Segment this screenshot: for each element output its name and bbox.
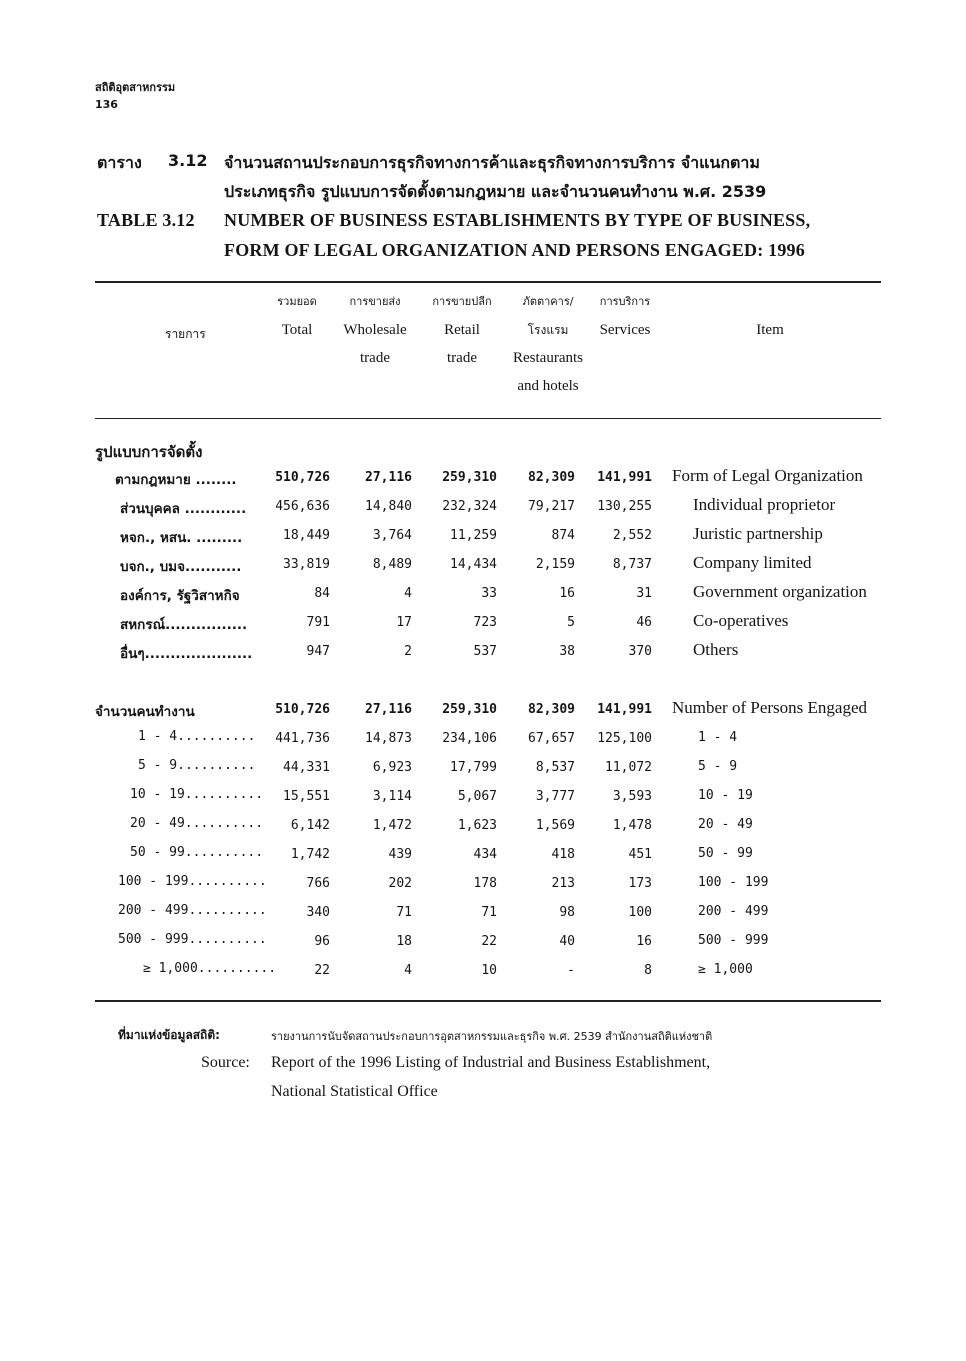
cell-total: 1,742 — [290, 847, 330, 862]
table-row — [0, 613, 966, 642]
cell-total: 510,726 — [275, 470, 330, 485]
cell-services: 100 — [628, 905, 652, 920]
cell-rest: 3,777 — [535, 789, 575, 804]
cell-rest: 1,569 — [535, 818, 575, 833]
title-en-line1: NUMBER OF BUSINESS ESTABLISHMENTS BY TYPE OF BUSINESS, — [224, 210, 811, 230]
cell-services: 3,593 — [612, 789, 652, 804]
cell-wholesale: 2 — [404, 644, 412, 659]
col-retail-th: การขายปลีก — [432, 295, 492, 308]
cell-services: 173 — [628, 876, 652, 891]
row-item-en: Others — [693, 640, 739, 659]
table-row — [0, 729, 966, 758]
row-label-th: 50 - 99.......... — [130, 845, 264, 860]
cell-rest: 2,159 — [535, 557, 575, 572]
row-label-th: ≥ 1,000.......... — [143, 961, 277, 976]
cell-services: 1,478 — [612, 818, 652, 833]
row-item-en: 50 - 99 — [698, 846, 753, 861]
cell-services: 8,737 — [612, 557, 652, 572]
cell-wholesale: 14,840 — [365, 499, 412, 514]
row-item-en: Company limited — [693, 553, 812, 572]
col-header-total — [262, 288, 332, 344]
cell-wholesale: 27,116 — [365, 702, 412, 717]
col-retail-en1: Retail — [444, 322, 480, 338]
cell-services: 141,991 — [597, 702, 652, 717]
cell-rest: 418 — [551, 847, 575, 862]
cell-retail: 234,106 — [442, 731, 497, 746]
cell-wholesale: 8,489 — [372, 557, 412, 572]
cell-rest: 40 — [559, 934, 575, 949]
table-row — [0, 845, 966, 874]
table-row — [0, 642, 966, 671]
col-header-restaurants — [506, 288, 590, 400]
col-header-wholesale — [335, 288, 415, 372]
row-label-th: 500 - 999.......... — [118, 932, 267, 947]
cell-retail: 434 — [473, 847, 497, 862]
cell-wholesale: 1,472 — [372, 818, 412, 833]
cell-rest: 874 — [551, 528, 575, 543]
cell-retail: 11,259 — [450, 528, 497, 543]
col-restaurants-th2: โรงแรม — [527, 323, 569, 337]
cell-services: 31 — [636, 586, 652, 601]
row-label-th: บจก., บมจ........... — [120, 559, 242, 575]
table-row — [0, 497, 966, 526]
cell-total: 84 — [314, 586, 330, 601]
cell-rest: 67,657 — [528, 731, 575, 746]
row-label-th: 100 - 199.......... — [118, 874, 267, 889]
cell-wholesale: 202 — [388, 876, 412, 891]
col-restaurants-en2: Restaurants — [513, 350, 583, 366]
cell-services: 451 — [628, 847, 652, 862]
col-wholesale-en2: trade — [360, 350, 390, 366]
table-row — [0, 468, 966, 497]
cell-total: 96 — [314, 934, 330, 949]
title-th-prefix: ตาราง — [97, 153, 142, 172]
cell-total: 6,142 — [290, 818, 330, 833]
header-bottom-rule — [95, 418, 881, 419]
col-header-label-th: รายการ — [165, 327, 206, 341]
title-en-line2: FORM OF LEGAL ORGANIZATION AND PERSONS ENGAGED: 1996 — [224, 240, 805, 260]
cell-wholesale: 27,116 — [365, 470, 412, 485]
row-item-en: 100 - 199 — [698, 875, 769, 890]
row-item-en: Form of Legal Organization — [672, 466, 863, 485]
cell-total: 44,331 — [283, 760, 330, 775]
cell-retail: 259,310 — [442, 470, 497, 485]
cell-services: 16 — [636, 934, 652, 949]
table-row — [0, 700, 966, 729]
source-th-label: ที่มาแห่งข้อมูลสถิติ: — [118, 1028, 220, 1042]
cell-wholesale: 4 — [404, 963, 412, 978]
table-row — [0, 758, 966, 787]
cell-total: 791 — [306, 615, 330, 630]
cell-total: 340 — [306, 905, 330, 920]
cell-total: 947 — [306, 644, 330, 659]
cell-retail: 259,310 — [442, 702, 497, 717]
cell-retail: 17,799 — [450, 760, 497, 775]
cell-total: 18,449 — [283, 528, 330, 543]
cell-rest: 38 — [559, 644, 575, 659]
table-row — [0, 584, 966, 613]
row-label-th: 20 - 49.......... — [130, 816, 264, 831]
cell-retail: 71 — [481, 905, 497, 920]
cell-retail: 723 — [473, 615, 497, 630]
cell-services: 11,072 — [605, 760, 652, 775]
row-item-en: 20 - 49 — [698, 817, 753, 832]
cell-rest: 16 — [559, 586, 575, 601]
cell-wholesale: 4 — [404, 586, 412, 601]
cell-retail: 10 — [481, 963, 497, 978]
cell-retail: 22 — [481, 934, 497, 949]
cell-services: 130,255 — [597, 499, 652, 514]
table-row — [0, 555, 966, 584]
source-en-line1: Report of the 1996 Listing of Industrial and Business Establishment, — [271, 1054, 711, 1071]
cell-total: 456,636 — [275, 499, 330, 514]
cell-total: 766 — [306, 876, 330, 891]
cell-services: 46 — [636, 615, 652, 630]
row-label-th: อื่นๆ..................... — [120, 646, 253, 662]
cell-wholesale: 3,764 — [372, 528, 412, 543]
table-bottom-rule — [95, 1000, 881, 1002]
row-label-th: ตามกฎหมาย ........ — [115, 472, 237, 488]
row-item-en: 10 - 19 — [698, 788, 753, 803]
cell-wholesale: 17 — [396, 615, 412, 630]
col-header-item-en: Item — [756, 322, 784, 338]
row-item-en: Individual proprietor — [693, 495, 836, 514]
row-label-th: องค์การ, รัฐวิสาหกิจ — [120, 588, 240, 604]
col-services-th: การบริการ — [599, 295, 651, 308]
source-th-text: รายงานการนับจัดสถานประกอบการอุตสาหกรรมและธุรกิจ พ.ศ. 2539 สำนักงานสถิติแห่งชาติ — [271, 1030, 713, 1043]
cell-rest: 8,537 — [535, 760, 575, 775]
cell-rest: 82,309 — [528, 702, 575, 717]
cell-wholesale: 71 — [396, 905, 412, 920]
title-th-line1: จำนวนสถานประกอบการธุรกิจทางการค้าและธุรกิจทางการบริการ จำแนกตาม — [224, 153, 760, 172]
table-row — [0, 787, 966, 816]
title-th-line2: ประเภทธุรกิจ รูปแบบการจัดตั้งตามกฎหมาย และจำนวนคนทำงาน พ.ศ. 2539 — [224, 182, 767, 201]
row-item-en: 1 - 4 — [698, 730, 738, 745]
row-item-en: 5 - 9 — [698, 759, 738, 774]
cell-services: 141,991 — [597, 470, 652, 485]
col-restaurants-en3: and hotels — [517, 378, 579, 394]
cell-retail: 178 — [473, 876, 497, 891]
cell-wholesale: 14,873 — [365, 731, 412, 746]
source-en-label: Source: — [201, 1054, 250, 1071]
cell-rest: 213 — [551, 876, 575, 891]
cell-total: 441,736 — [275, 731, 330, 746]
cell-services: 125,100 — [597, 731, 652, 746]
row-label-th: จำนวนคนทำงาน — [95, 704, 195, 720]
cell-services: 8 — [644, 963, 652, 978]
row-label-th: ส่วนบุคคล ............ — [120, 501, 247, 517]
title-en-prefix: TABLE 3.12 — [97, 210, 195, 230]
cell-total: 510,726 — [275, 702, 330, 717]
cell-services: 2,552 — [612, 528, 652, 543]
col-restaurants-th: ภัตตาคาร/ — [522, 295, 574, 308]
row-item-en: ≥ 1,000 — [698, 962, 753, 977]
col-header-retail — [420, 288, 504, 372]
section-heading-legal-form: รูปแบบการจัดตั้ง — [95, 443, 203, 461]
cell-retail: 14,434 — [450, 557, 497, 572]
col-retail-en2: trade — [447, 350, 477, 366]
col-total-en: Total — [281, 322, 313, 338]
row-label-th: 200 - 499.......... — [118, 903, 267, 918]
cell-rest: 98 — [559, 905, 575, 920]
table-row — [0, 874, 966, 903]
row-label-th: สหกรณ์................ — [120, 617, 248, 633]
row-item-en: Co-operatives — [693, 611, 789, 630]
title-th-number: 3.12 — [168, 151, 208, 170]
cell-retail: 33 — [481, 586, 497, 601]
row-label-th: 5 - 9.......... — [138, 758, 256, 773]
cell-total: 33,819 — [283, 557, 330, 572]
col-header-services — [590, 288, 660, 344]
running-header-title: สถิติอุตสาหกรรม — [95, 81, 176, 94]
row-item-en: Government organization — [693, 582, 867, 601]
cell-rest: 79,217 — [528, 499, 575, 514]
table-row — [0, 903, 966, 932]
source-en-line2: National Statistical Office — [271, 1083, 438, 1100]
row-item-en: Number of Persons Engaged — [672, 698, 867, 717]
cell-total: 15,551 — [283, 789, 330, 804]
cell-rest: 82,309 — [528, 470, 575, 485]
table-top-rule — [95, 281, 881, 283]
table-row — [0, 816, 966, 845]
cell-wholesale: 3,114 — [372, 789, 412, 804]
row-item-en: 200 - 499 — [698, 904, 769, 919]
cell-wholesale: 18 — [396, 934, 412, 949]
cell-retail: 1,623 — [457, 818, 497, 833]
cell-total: 22 — [314, 963, 330, 978]
row-label-th: 10 - 19.......... — [130, 787, 264, 802]
col-total-th: รวมยอด — [277, 295, 317, 308]
row-item-en: Juristic partnership — [693, 524, 823, 543]
table-row — [0, 961, 966, 990]
cell-retail: 232,324 — [442, 499, 497, 514]
cell-retail: 5,067 — [457, 789, 497, 804]
col-wholesale-en1: Wholesale — [343, 322, 407, 338]
cell-wholesale: 6,923 — [372, 760, 412, 775]
cell-wholesale: 439 — [388, 847, 412, 862]
row-item-en: 500 - 999 — [698, 933, 769, 948]
cell-services: 370 — [628, 644, 652, 659]
cell-rest: - — [567, 963, 575, 978]
table-row — [0, 526, 966, 555]
row-label-th: 1 - 4.......... — [138, 729, 256, 744]
cell-rest: 5 — [567, 615, 575, 630]
col-wholesale-th: การขายส่ง — [349, 295, 401, 308]
table-row — [0, 932, 966, 961]
row-label-th: หจก., หสน. ......... — [120, 530, 243, 546]
page-number: 136 — [95, 98, 118, 111]
cell-retail: 537 — [473, 644, 497, 659]
col-services-en: Services — [599, 322, 651, 338]
